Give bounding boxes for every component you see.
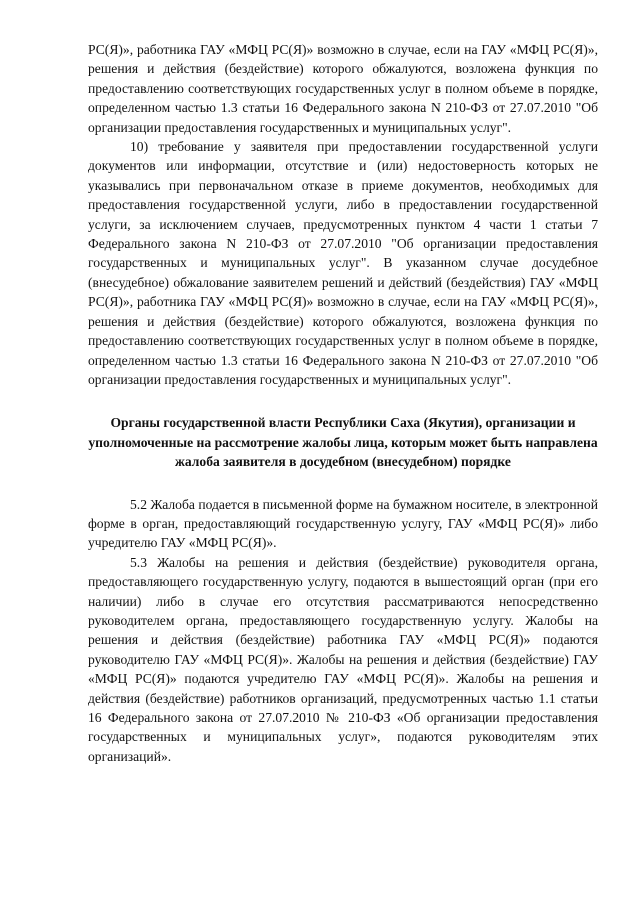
paragraph-5-2: 5.2 Жалоба подается в письменной форме на бумажном носителе, в электронной форме в орган, предоставляющий государственную услугу, ГАУ «МФЦ РС(Я)» либо учредителю ГАУ «МФЦ РС(Я)». (88, 496, 599, 551)
section-heading: Органы государственной власти Республики Саха (Якутия), организации и уполномоченные на рассмотрение жалобы лица, которым может быть направлена жалоба заявителя в досудебном (внесудебном) порядке (88, 415, 598, 470)
document-page (88, 40, 598, 766)
paragraph-item-10: 10) требование у заявителя при предоставлении государственной услуги документов или информации, отсутствие и (или) недостоверность которых не указывались при первоначальном отказе в приеме документов, необходимых для предоставления государственной услуги, либо в предоставлении государственной услуги, за исключением случаев, предусмотренных пунктом 4 части 1 статьи 7 Федерального закона N 210-ФЗ от 27.07.2010 "Об организации предоставления государственных и муниципальных услуг". В указанном случае досудебное (внесудебное) обжалование заявителем решений и действий (бездействия) ГАУ «МФЦ РС(Я)», работника ГАУ «МФЦ РС(Я)» возможно в случае, если на ГАУ «МФЦ РС(Я)», решения и действия (бездействие) которого обжалуются, возложена функция по предоставлению соответствующих государственных услуг в полном объеме в порядке, определенном частью 1.3 статьи 16 Федерального закона N 210-ФЗ от 27.07.2010 "Об организации предоставления государственных и муниципальных услуг". (88, 139, 598, 387)
paragraph-continuation: РС(Я)», работника ГАУ «МФЦ РС(Я)» возможно в случае, если на ГАУ «МФЦ РС(Я)», решения и действия (бездействие) которого обжалуются, возложена функция по предоставлению соответствующих государственных услуг в полном объеме в порядке, определенном частью 1.3 статьи 16 Федерального закона N 210-ФЗ от 27.07.2010 "Об организации предоставления государственных и муниципальных услуг". (88, 42, 598, 135)
paragraph-5-3: 5.3 Жалобы на решения и действия (бездействие) руководителя органа, предоставляющего государственную услугу, подаются в вышестоящий орган (при его наличии) либо в случае его отсутствия рассматриваются непосредственно руководителем органа, предоставляющего государственную услугу. Жалобы на решения и действия (бездействие) работника ГАУ «МФЦ РС(Я)» подаются руководителю ГАУ «МФЦ РС(Я)». Жалобы на решения и действия (бездействие) ГАУ «МФЦ РС(Я)» подаются учредителю ГАУ «МФЦ РС(Я)». Жалобы на решения и действия (бездействие) работников организаций, предусмотренных частью 1.1 статьи 16 Федерального закона от 27.07.2010 № 210-ФЗ «Об организации предоставления государственных и муниципальных услуг», подаются руководителям этих организаций». (88, 554, 598, 764)
